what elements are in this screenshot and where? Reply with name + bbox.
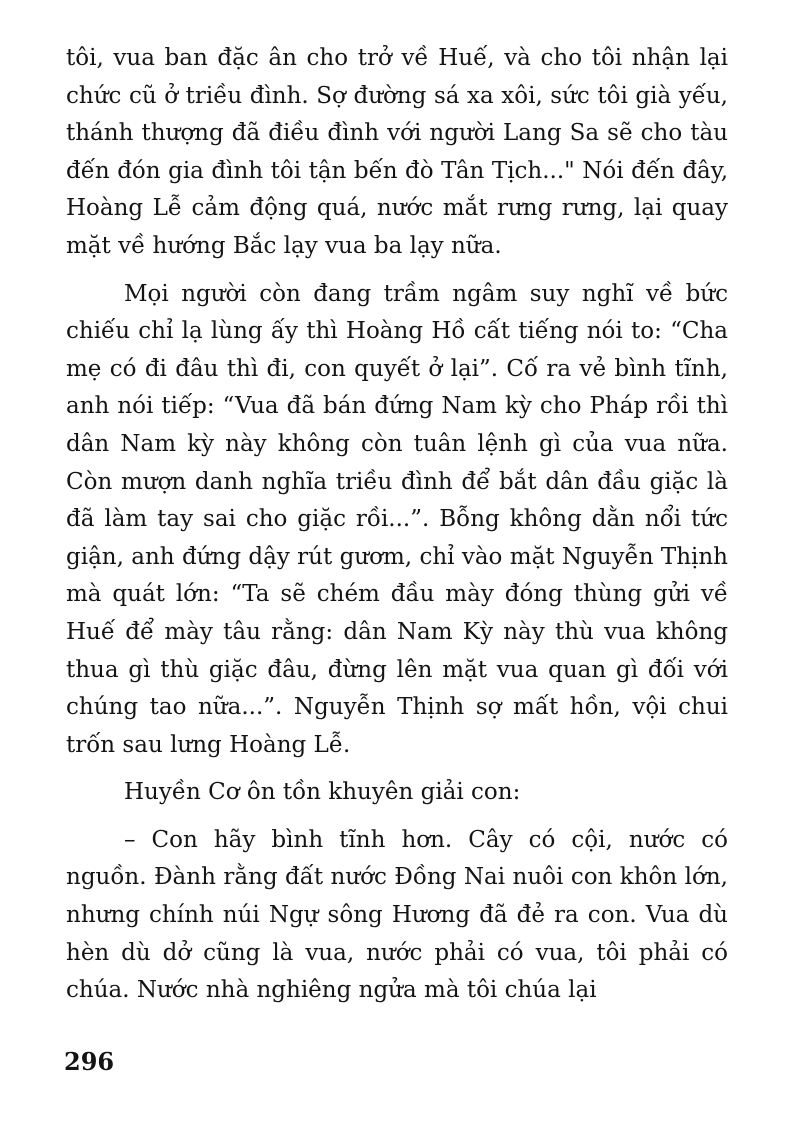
page-body — [66, 40, 728, 1010]
paragraph-3: Huyền Cơ ôn tồn khuyên giải con: — [124, 779, 521, 806]
paragraph-1: tôi, vua ban đặc ân cho trở về Huế, và cho tôi nhận lại chức cũ ở triều đình. Sợ đường sá xa xôi, sức tôi già yếu, thánh thượng đã điều đình với người Lang Sa sẽ cho tàu đến đón gia đình tôi tận bến đò Tân Tịch..." Nói đến đây, Hoàng Lễ cảm động quá, nước mắt rưng rưng, lại quay mặt về hướng Bắc lạy vua ba lạy nữa. — [66, 45, 728, 259]
page-number: 296 — [64, 1047, 115, 1076]
paragraph-4: – Con hãy bình tĩnh hơn. Cây có cội, nước có nguồn. Đành rằng đất nước Đồng Nai nuôi con khôn lớn, nhưng chính núi Ngự sông Hương đã đẻ ra con. Vua dù hèn dù dở cũng là vua, nước phải có vua, tôi phải có chúa. Nước nhà nghiêng ngửa mà tôi chúa lại — [66, 826, 728, 1004]
paragraph-2: Mọi người còn đang trầm ngâm suy nghĩ về bức chiếu chỉ lạ lùng ấy thì Hoàng Hồ cất tiếng nói to: “Cha mẹ có đi đâu thì đi, con quyết ở lại”. Cố ra vẻ bình tĩnh, anh nói tiếp: “Vua đã bán đứng Nam kỳ cho Pháp rồi thì dân Nam kỳ này không còn tuân lệnh gì của vua nữa. Còn mượn danh nghĩa triều đình để bắt dân đầu giặc là đã làm tay sai cho giặc rồi...”. Bỗng không dằn nổi tức giận, anh đứng dậy rút gươm, chỉ vào mặt Nguyễn Thịnh mà quát lớn: “Ta sẽ chém đầu mày đóng thùng gửi về Huế để mày tâu rằng: dân Nam Kỳ này thù vua không thua gì thù giặc đâu, đừng lên mặt vua quan gì đối với chúng tao nữa...”. Nguyễn Thịnh sợ mất hồn, vội chui trốn sau lưng Hoàng Lễ. — [66, 280, 728, 758]
